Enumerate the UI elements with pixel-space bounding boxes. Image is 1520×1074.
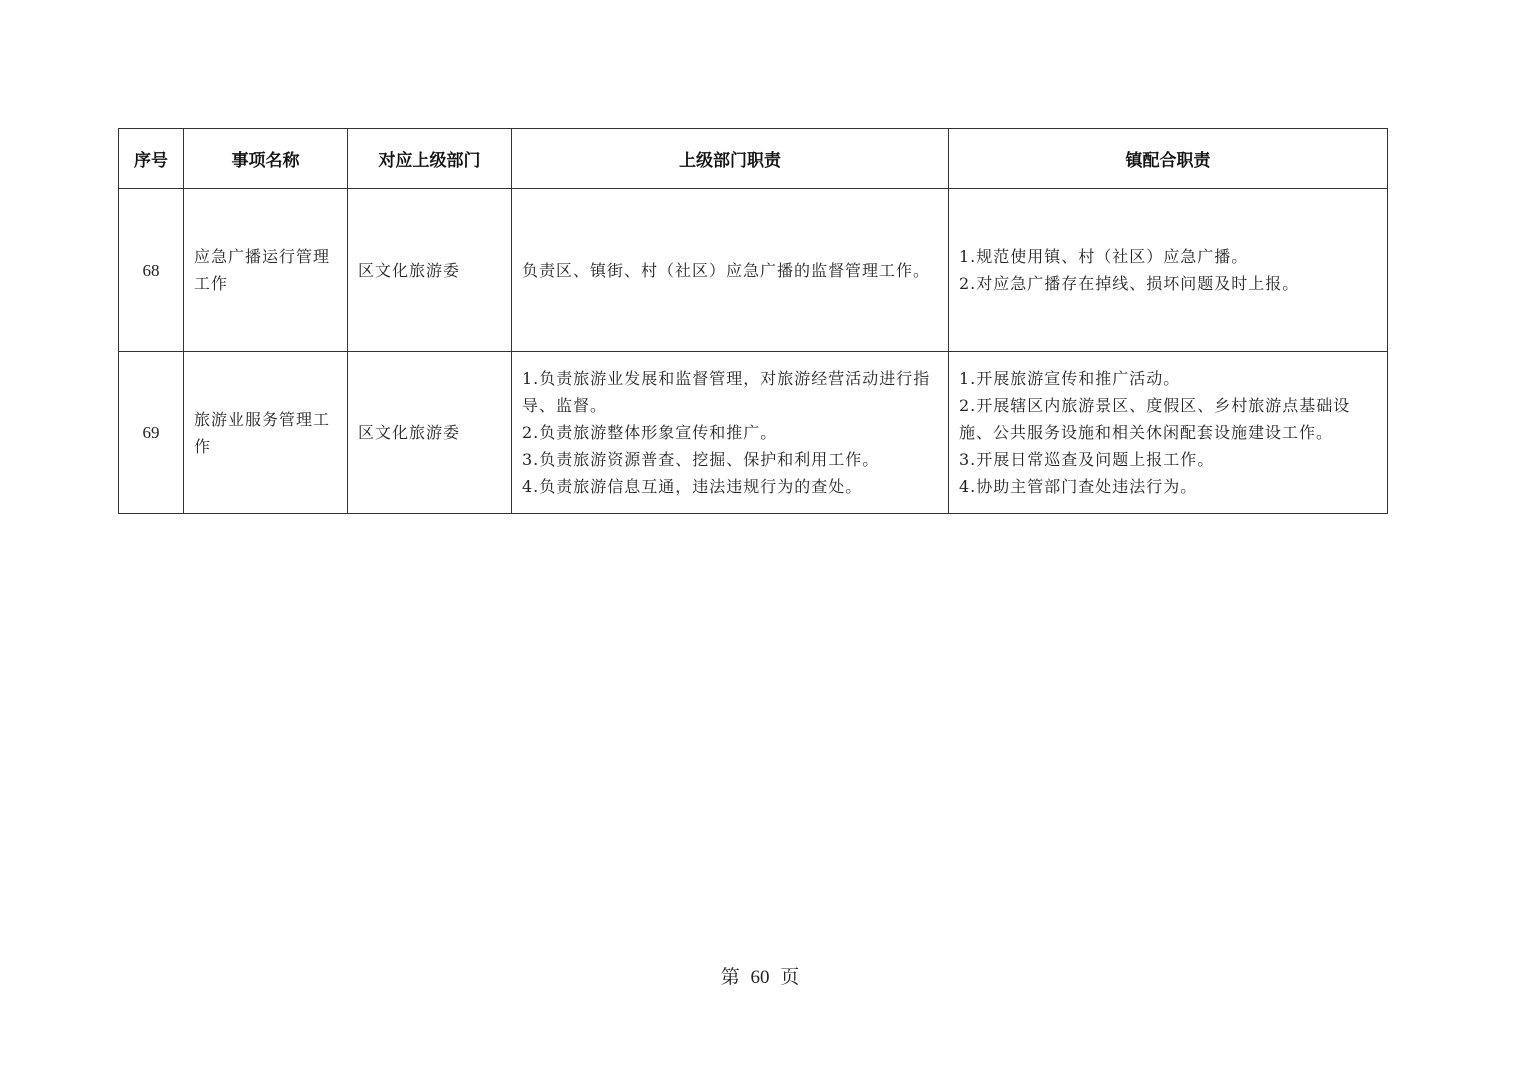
- duty-line: 2.开展辖区内旅游景区、度假区、乡村旅游点基础设施、公共服务设施和相关休闲配套设施建设工作。: [959, 396, 1351, 442]
- header-serial: 序号: [119, 129, 184, 189]
- duty-line: 3.负责旅游资源普查、挖掘、保护和利用工作。: [522, 450, 880, 469]
- duty-line: 4.协助主管部门查处违法行为。: [959, 477, 1198, 496]
- header-item-name: 事项名称: [184, 129, 348, 189]
- row-serial: 69: [119, 352, 184, 514]
- row-item-name: 旅游业服务管理工作: [184, 352, 348, 514]
- row-superior-duties: [512, 189, 949, 352]
- table-row: [119, 189, 1388, 352]
- row-superior-dept: 区文化旅游委: [348, 352, 512, 514]
- duty-line: 2.负责旅游整体形象宣传和推广。: [522, 423, 778, 442]
- row-item-name: 应急广播运行管理工作: [184, 189, 348, 352]
- duty-line: 1.开展旅游宣传和推广活动。: [959, 369, 1181, 388]
- header-town-duties: 镇配合职责: [949, 129, 1388, 189]
- table-header-row: [119, 129, 1388, 189]
- header-superior-dept: 对应上级部门: [348, 129, 512, 189]
- row-town-duties: [949, 352, 1388, 514]
- duty-line: 2.对应急广播存在掉线、损坏问题及时上报。: [959, 274, 1300, 293]
- row-superior-dept: 区文化旅游委: [348, 189, 512, 352]
- row-town-duties: [949, 189, 1388, 352]
- duty-line: 1.负责旅游业发展和监督管理，对旅游经营活动进行指导、监督。: [522, 369, 931, 415]
- row-superior-duties: [512, 352, 949, 514]
- duty-line: 负责区、镇街、村（社区）应急广播的监督管理工作。: [522, 260, 931, 280]
- table-row: [119, 352, 1388, 514]
- duty-line: 4.负责旅游信息互通，违法违规行为的查处。: [522, 477, 863, 496]
- header-superior-duties: 上级部门职责: [512, 129, 949, 189]
- duty-table: [118, 128, 1388, 514]
- row-serial: 68: [119, 189, 184, 352]
- duty-line: 1.规范使用镇、村（社区）应急广播。: [959, 247, 1249, 266]
- duty-line: 3.开展日常巡查及问题上报工作。: [959, 450, 1215, 469]
- page-number: 第 60 页: [720, 967, 800, 988]
